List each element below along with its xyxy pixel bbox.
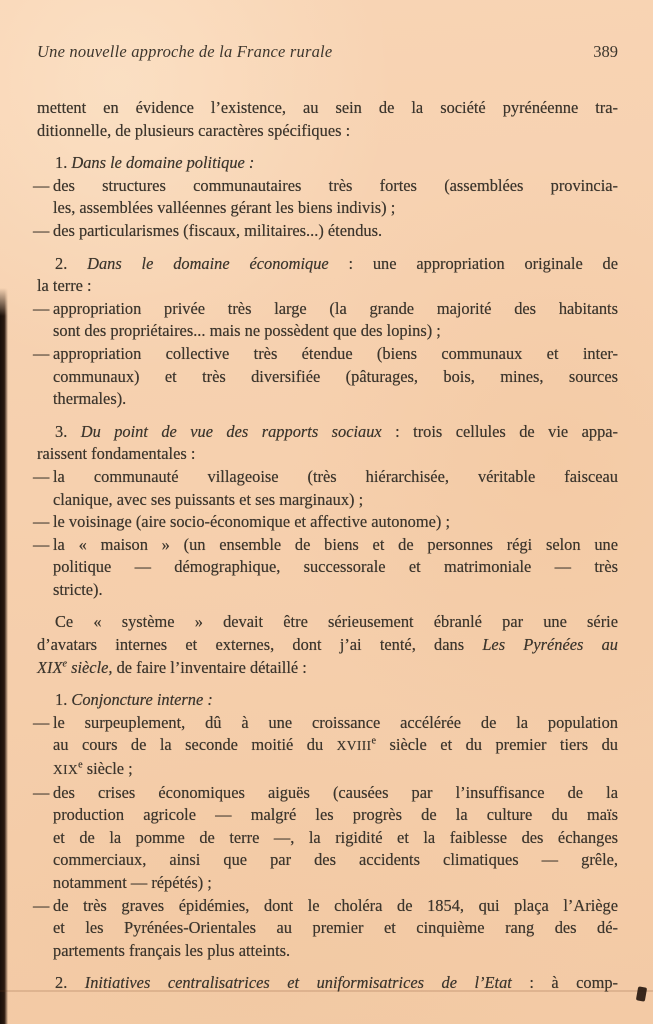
text-segment: politique — démographique, successorale et matrimoniale — très bbox=[53, 557, 618, 577]
text-segment: de très graves épidémies, dont le choléra de 1854, qui plaça l’Ariège bbox=[53, 895, 618, 915]
text-segment: : une appropriation originale de bbox=[328, 253, 619, 273]
text-segment: le voisinage (aire socio-économique et affective autonome) ; bbox=[53, 512, 451, 532]
bullet-item bbox=[33, 534, 618, 602]
text-line bbox=[37, 275, 618, 298]
page-number: 389 bbox=[593, 42, 618, 61]
text-line bbox=[53, 758, 618, 782]
bullet-dash: — bbox=[33, 712, 50, 732]
text-segment: 2. bbox=[55, 253, 88, 273]
text-segment: communaux) et très diversifiée (pâturages, bois, mines, sources bbox=[53, 366, 618, 386]
text-segment: des crises économiques aiguës (causées par l’insuffisance de la bbox=[53, 782, 618, 802]
text-line bbox=[53, 298, 618, 321]
bullet-dash: — bbox=[33, 534, 50, 554]
text-segment: e bbox=[371, 735, 377, 747]
text-line bbox=[37, 689, 618, 712]
text-segment: production agricole — malgré les progrès de la culture du maïs bbox=[53, 805, 618, 825]
text-segment: la « maison » (un ensemble de biens et de personnes régi selon une bbox=[53, 534, 618, 554]
bullet-dash: — bbox=[33, 466, 50, 486]
text-line bbox=[37, 634, 618, 657]
text-line bbox=[53, 466, 618, 489]
text-segment: : trois cellules de vie appa- bbox=[381, 421, 619, 441]
text-segment: stricte). bbox=[53, 579, 103, 599]
running-head-title: Une nouvelle approche de la France rurale bbox=[37, 42, 333, 61]
text-segment: : à comp- bbox=[511, 973, 618, 993]
text-segment: 1. bbox=[55, 153, 72, 173]
text-segment: ditionnelle, de plusieurs caractères spécifiques : bbox=[37, 120, 351, 140]
text-line bbox=[53, 917, 618, 940]
text-line bbox=[53, 175, 618, 198]
text-segment: les, assemblées valléennes gérant les biens indivis) ; bbox=[53, 198, 396, 218]
bullet-dash: — bbox=[33, 220, 50, 240]
text-segment: 2. bbox=[55, 973, 85, 993]
section-heading bbox=[37, 152, 618, 175]
text-segment: au cours de la seconde moitié du bbox=[53, 735, 337, 755]
text-segment: mettent en évidence l’existence, au sein de la société pyrénéenne tra- bbox=[37, 98, 618, 117]
text-segment: Dans le domaine économique bbox=[87, 253, 329, 273]
bullet-item bbox=[33, 466, 618, 511]
text-line bbox=[53, 849, 618, 872]
section-heading bbox=[37, 972, 618, 995]
text-segment: Conjoncture interne : bbox=[71, 690, 213, 710]
text-line bbox=[53, 366, 618, 389]
text-line bbox=[53, 220, 618, 243]
bullet-item bbox=[33, 712, 618, 782]
running-header bbox=[37, 42, 618, 62]
page-left-edge-shadow bbox=[0, 288, 8, 1024]
bullet-item bbox=[33, 220, 618, 243]
text-segment: la terre : bbox=[37, 276, 92, 296]
bullet-item bbox=[33, 782, 618, 895]
text-line bbox=[53, 534, 618, 557]
bullet-dash: — bbox=[33, 782, 50, 802]
text-segment: e bbox=[62, 658, 67, 670]
page-body bbox=[33, 97, 619, 995]
text-segment: sont des propriétaires... mais ne possèdent que des lopins) ; bbox=[53, 321, 441, 341]
text-segment: des particularismes (fiscaux, militaires...) étendus. bbox=[53, 220, 383, 240]
text-segment: XIX bbox=[37, 657, 63, 677]
text-line bbox=[37, 443, 618, 466]
text-segment: siècle et du premier tiers du bbox=[376, 735, 618, 755]
text-line bbox=[37, 611, 618, 634]
text-line bbox=[37, 120, 618, 143]
bullet-dash: — bbox=[33, 895, 50, 915]
text-segment: siècle ; bbox=[82, 759, 133, 779]
text-line bbox=[37, 657, 618, 680]
text-segment: thermales). bbox=[53, 389, 127, 409]
text-line bbox=[53, 197, 618, 220]
bottom-right-scan-mark bbox=[636, 986, 647, 1001]
paragraph bbox=[37, 97, 618, 142]
text-segment: Dans le domaine politique : bbox=[71, 153, 255, 173]
text-line bbox=[53, 556, 618, 579]
text-segment: des structures communautaires très fortes (assemblées provincia- bbox=[53, 175, 618, 195]
text-line bbox=[37, 97, 618, 120]
section-heading bbox=[37, 689, 618, 712]
text-segment: notamment — répétés) ; bbox=[53, 873, 212, 892]
section-heading bbox=[37, 253, 618, 298]
text-segment: appropriation collective très étendue (biens communaux et inter- bbox=[53, 343, 618, 363]
text-line bbox=[37, 152, 618, 175]
bullet-item bbox=[33, 175, 618, 220]
text-line bbox=[53, 804, 618, 827]
text-segment: XIX bbox=[53, 762, 79, 778]
text-segment: Ce « système » devait être sérieusement ébranlé par une série bbox=[55, 612, 618, 632]
text-line bbox=[37, 972, 618, 995]
text-line bbox=[53, 782, 618, 805]
text-line bbox=[53, 734, 618, 758]
text-segment: clanique, avec ses puissants et ses marginaux) ; bbox=[53, 489, 364, 509]
bullet-dash: — bbox=[33, 175, 50, 195]
text-line bbox=[53, 940, 618, 963]
text-segment: commerciaux, ainsi que par des accidents climatiques — grêle, bbox=[53, 850, 618, 870]
text-segment: de faire l’inventaire détaillé : bbox=[112, 657, 307, 677]
text-segment: siècle, bbox=[67, 657, 113, 677]
text-line bbox=[53, 895, 618, 918]
text-segment: appropriation privée très large (la grande majorité des habitants bbox=[53, 298, 618, 318]
text-line bbox=[53, 489, 618, 512]
section-heading bbox=[37, 421, 618, 466]
text-segment: et de la pomme de terre —, la rigidité et la faiblesse des échanges bbox=[53, 827, 618, 847]
bullet-dash: — bbox=[33, 512, 50, 532]
bullet-item bbox=[33, 343, 618, 411]
paragraph bbox=[37, 611, 618, 679]
bullet-item bbox=[33, 298, 618, 343]
text-line bbox=[53, 712, 618, 735]
text-line bbox=[53, 343, 618, 366]
text-segment: Les Pyrénées au bbox=[482, 635, 618, 655]
text-segment: le surpeuplement, dû à une croissance accélérée de la population bbox=[53, 712, 618, 732]
bullet-item bbox=[33, 511, 618, 534]
text-segment: XVIII bbox=[336, 738, 372, 754]
text-line bbox=[53, 579, 618, 602]
bullet-item bbox=[33, 895, 618, 963]
text-line bbox=[53, 320, 618, 343]
text-segment: et les Pyrénées-Orientales au premier et cinquième rang des dé- bbox=[53, 918, 618, 938]
text-segment: d’avatars internes et externes, dont j’ai tenté, dans bbox=[37, 635, 483, 655]
bullet-dash: — bbox=[33, 343, 50, 363]
text-segment: la communauté villageoise (très hiérarchisée, véritable faisceau bbox=[53, 466, 618, 486]
text-line bbox=[53, 388, 618, 411]
text-line bbox=[53, 872, 618, 895]
bullet-dash: — bbox=[33, 298, 50, 318]
text-segment: partements français les plus atteints. bbox=[53, 940, 291, 960]
text-segment: 3. bbox=[55, 421, 81, 441]
text-line bbox=[53, 511, 618, 534]
text-segment: 1. bbox=[55, 690, 72, 710]
text-segment: Du point de vue des rapports sociaux bbox=[80, 421, 382, 441]
text-line bbox=[53, 827, 618, 850]
text-line bbox=[37, 253, 618, 276]
text-segment: raissent fondamentales : bbox=[37, 444, 196, 464]
text-segment: Initiatives centralisatrices et uniformisatrices de l’Etat bbox=[84, 973, 512, 993]
text-line bbox=[37, 421, 618, 444]
text-segment: e bbox=[78, 759, 83, 771]
